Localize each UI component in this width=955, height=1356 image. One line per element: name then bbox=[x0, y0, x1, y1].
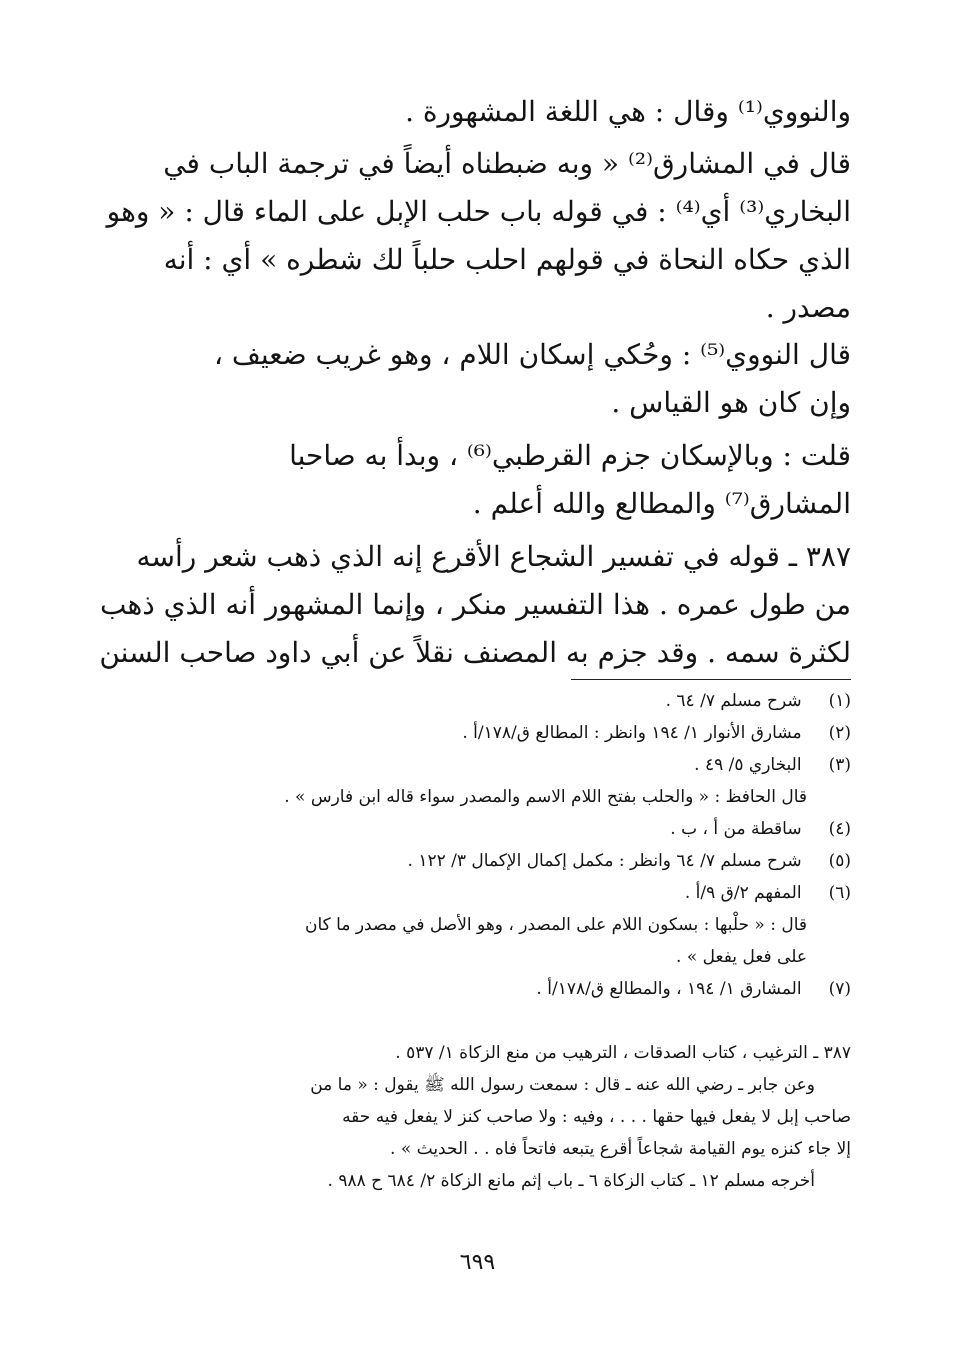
text-line: قال في المشارق⁽²⁾ « وبه ضبطناه أيضاً في ترجمة الباب في bbox=[163, 147, 851, 180]
footnote-4: (٤) ساقطة من أ ، ب . bbox=[670, 819, 851, 839]
text-line: المشارق⁽⁷⁾ والمطالع والله أعلم . bbox=[472, 487, 851, 520]
page-number: ٦٩٩ bbox=[459, 1250, 496, 1275]
footnote-3: (٣) البخاري ٥/ ٤٩ . bbox=[694, 755, 851, 775]
text-line: ٣٨٧ ـ قوله في تفسير الشجاع الأقرع إنه الذي ذهب شعر رأسه bbox=[136, 540, 851, 573]
footnote-separator bbox=[571, 679, 851, 680]
hadith-reference-note bbox=[145, 1037, 851, 1197]
hadith-text-line: إلا جاء كنزه يوم القيامة شجاعاً أقرع يتبعه فاتحاً فاه . . الحديث » . bbox=[390, 1139, 851, 1159]
paragraph-mashariq-quote bbox=[106, 140, 851, 332]
text-line: وإن كان هو القياس . bbox=[611, 386, 851, 419]
text-line: الذي حكاه النحاة في قولهم احلب حلباً لك شطره » أي : أنه bbox=[163, 243, 851, 276]
paragraph-qurtubi bbox=[145, 432, 851, 528]
text-line: قال النووي⁽⁵⁾ : وحُكي إسكان اللام ، وهو غريب ضعيف ، bbox=[213, 338, 851, 371]
text-line: من طول عمره . هذا التفسير منكر ، وإنما المشهور أنه الذي ذهب bbox=[100, 588, 851, 621]
footnote-6: (٦) المفهم ٢/ق ٩/أ . bbox=[684, 883, 851, 903]
paragraph-nawawi-iskan bbox=[145, 331, 851, 427]
text-line: قلت : وبالإسكان جزم القرطبي⁽⁶⁾ ، وبدأ به صاحبا bbox=[289, 439, 851, 472]
text-line: والنووي⁽¹⁾ وقال : هي اللغة المشهورة . bbox=[405, 95, 851, 128]
hadith-source-line: أخرجه مسلم ١٢ ـ كتاب الزكاة ٦ ـ باب إثم مانع الزكاة ٢/ ٦٨٤ ح ٩٨٨ . bbox=[327, 1171, 815, 1191]
paragraph-nawawi-opinion bbox=[145, 88, 851, 136]
footnote-3-comment: قال الحافظ : « والحلب بفتح اللام الاسم والمصدر سواء قاله ابن فارس » . bbox=[284, 787, 807, 807]
paragraph-387 bbox=[99, 533, 851, 677]
footnotes bbox=[145, 685, 851, 1005]
hadith-note-heading: ٣٨٧ ـ الترغيب ، كتاب الصدقات ، الترهيب من منع الزكاة ١/ ٥٣٧ . bbox=[395, 1043, 851, 1063]
text-line: لكثرة سمه . وقد جزم به المصنف نقلاً عن أبي داود صاحب السنن bbox=[99, 636, 851, 669]
hadith-text-line: وعن جابر ـ رضي الله عنه ـ قال : سمعت رسول الله ﷺ يقول : « ما من bbox=[310, 1075, 815, 1095]
footnote-5: (٥) شرح مسلم ٧/ ٦٤ وانظر : مكمل إكمال الإكمال ٣/ ١٢٢ . bbox=[407, 851, 851, 871]
footnote-1: (١) شرح مسلم ٧/ ٦٤ . bbox=[665, 691, 851, 711]
footnote-7: (٧) المشارق ١/ ١٩٤ ، والمطالع ق/١٧٨/أ . bbox=[536, 979, 851, 999]
footnote-6-comment-cont: على فعل يفعل » . bbox=[676, 947, 807, 967]
text-line: البخاري⁽³⁾ أي⁽⁴⁾ : في قوله باب حلب الإبل على الماء قال : « وهو bbox=[106, 195, 851, 228]
hadith-text-line: صاحب إبل لا يفعل فيها حقها . . . ، وفيه : ولا صاحب كنز لا يفعل فيه حقه bbox=[342, 1107, 851, 1127]
footnote-6-comment: قال : « حلْبها : بسكون اللام على المصدر ، وهو الأصل في مصدر ما كان bbox=[304, 915, 807, 935]
text-line: مصدر . bbox=[765, 291, 851, 324]
footnote-2: (٢) مشارق الأنوار ١/ ١٩٤ وانظر : المطالع ق/١٧٨/أ . bbox=[462, 723, 851, 743]
